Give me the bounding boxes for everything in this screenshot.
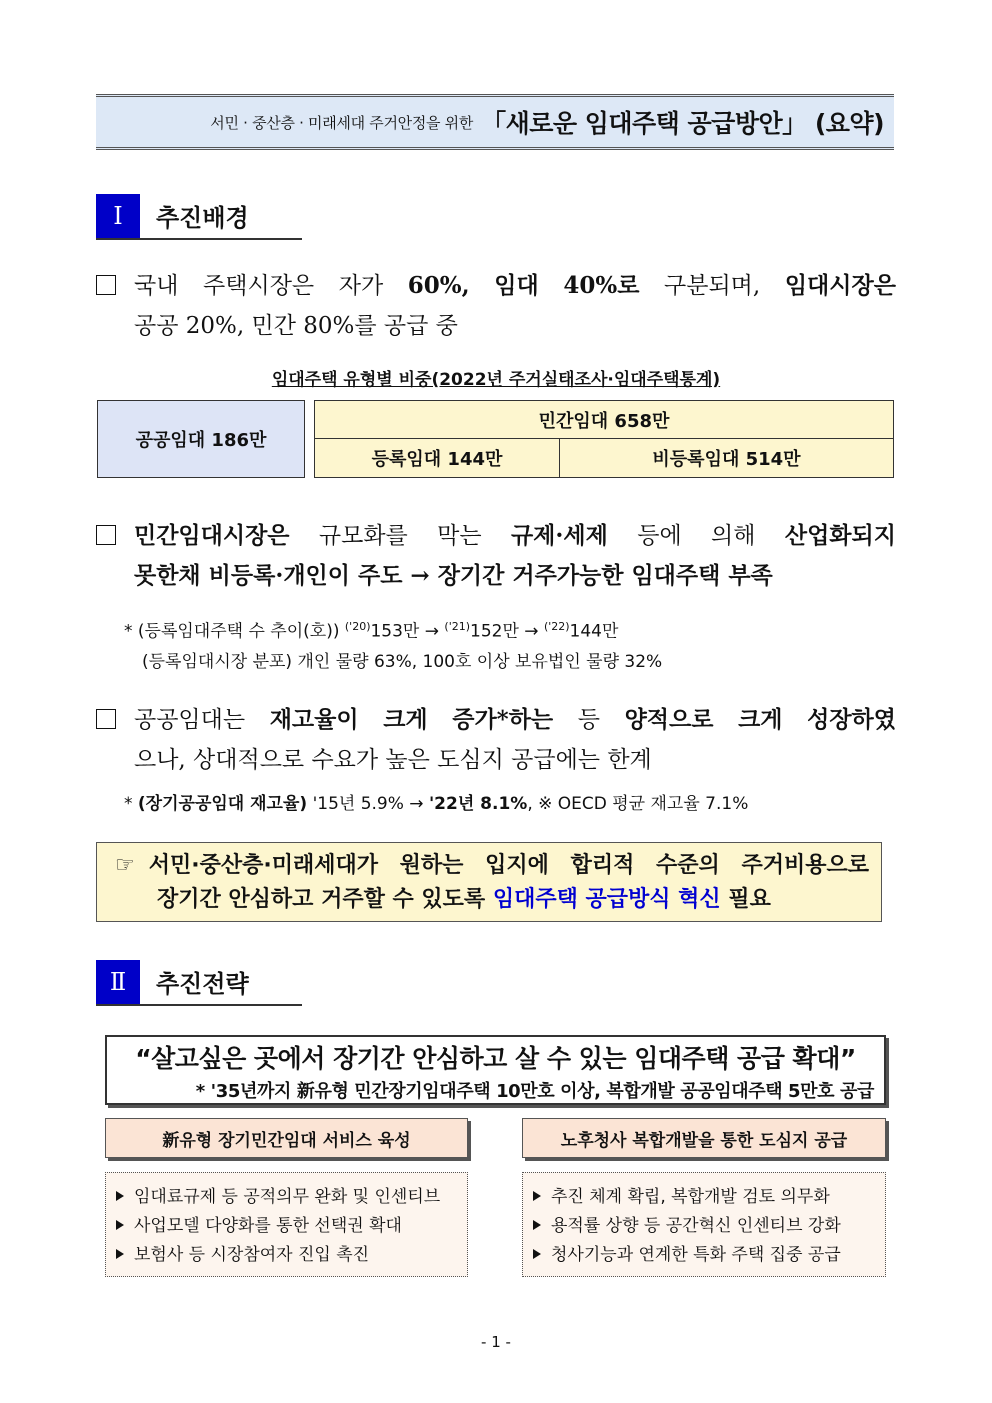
checkbox-bullet xyxy=(96,275,116,295)
triangle-bullet-icon xyxy=(533,1220,541,1230)
word: 산업화되지 xyxy=(784,522,896,549)
list-item: 임대료규제 등 공적의무 완화 및 인센티브 xyxy=(116,1183,467,1212)
cell-private-rental: 민간임대 658만 xyxy=(314,400,894,439)
checkbox-bullet xyxy=(96,525,116,545)
word: 성장하였 xyxy=(807,706,896,733)
title-banner xyxy=(96,94,894,150)
word: 60%, xyxy=(407,272,470,299)
list-item: 청사기능과 연계한 특화 주택 집중 공급 xyxy=(533,1241,885,1270)
triangle-bullet-icon xyxy=(116,1191,124,1201)
strategy-box xyxy=(105,1035,886,1105)
document-title: 「새로운 임대주택 공급방안」 (요약) xyxy=(481,109,884,138)
word: 증가*하는 xyxy=(452,706,554,733)
word: 국내 xyxy=(134,273,179,299)
section-number: Ⅱ xyxy=(96,960,140,1004)
word: 양적으로 xyxy=(624,706,714,733)
list-item: 추진 체계 확립, 복합개발 검토 의무화 xyxy=(533,1183,885,1212)
paragraph-line xyxy=(96,516,896,556)
word: 의해 xyxy=(711,523,756,549)
paragraph-line: 공공 20%, 민간 80%를 공급 중 xyxy=(134,313,458,339)
cell-unregistered-rental: 비등록임대 514만 xyxy=(559,438,894,478)
list-item: 보험사 등 시장참여자 진입 촉진 xyxy=(116,1241,467,1270)
word: 구분되며, xyxy=(664,273,761,299)
triangle-bullet-icon xyxy=(533,1249,541,1259)
paragraph-public-rental xyxy=(96,700,896,780)
cell-public-rental: 공공임대 186만 xyxy=(97,400,305,478)
word: 규모화를 xyxy=(318,523,408,549)
callout-line: ☞ 서민·중산층·미래세대가 원하는 입지에 합리적 수준의 주거비용으로 xyxy=(115,853,869,878)
triangle-bullet-icon xyxy=(533,1191,541,1201)
list-item: 사업모델 다양화를 통한 선택권 확대 xyxy=(116,1212,467,1241)
pointing-hand-icon: ☞ xyxy=(115,853,135,878)
checkbox-bullet xyxy=(96,709,116,729)
title-prefix: 서민 · 중산층 · 미래세대 주거안정을 위한 xyxy=(210,113,474,132)
note-registered-trend xyxy=(124,612,662,677)
triangle-bullet-icon xyxy=(116,1249,124,1259)
paragraph-line: 못한채 비등록·개인이 주도 → 장기간 거주가능한 임대주택 부족 xyxy=(134,562,773,589)
section-title: 추진전략 xyxy=(156,970,249,998)
callout-box xyxy=(96,842,882,922)
word: 막는 xyxy=(437,523,482,549)
paragraph-private-market xyxy=(96,516,896,596)
table-caption: 임대주택 유형별 비중(2022년 주거실태조사·임대주택통계) xyxy=(271,370,721,390)
page-number: - 1 - xyxy=(481,1333,511,1351)
section-header-1 xyxy=(96,194,302,240)
paragraph-market xyxy=(96,266,896,346)
left-strategy-title: 新유형 장기민간임대 서비스 육성 xyxy=(105,1118,468,1158)
paragraph-line: 으나, 상대적으로 수요가 높은 도심지 공급에는 한계 xyxy=(134,747,652,773)
callout-line: 장기간 안심하고 거주할 수 있도록 임대주택 공급방식 혁신 필요 xyxy=(157,887,771,912)
word: 등 xyxy=(577,707,600,733)
cell-registered-rental: 등록임대 144만 xyxy=(314,438,560,478)
strategy-slogan: “살고싶은 곳에서 장기간 안심하고 살 수 있는 임대주택 공급 확대” xyxy=(135,1044,856,1073)
note-stock-rate: * (장기공공임대 재고율) '15년 5.9% → '22년 8.1%, ※ OECD 평균 재고율 7.1% xyxy=(124,794,749,814)
word: 크게 xyxy=(738,706,783,733)
triangle-bullet-icon xyxy=(116,1220,124,1230)
word: 재고율이 xyxy=(269,706,359,733)
strategy-target: * '35년까지 新유형 민간장기임대주택 10만호 이상, 복합개발 공공임대주택 5만호 공급 xyxy=(195,1081,874,1102)
word: 공공임대는 xyxy=(134,707,246,733)
word: 규제·세제 xyxy=(510,522,608,549)
right-strategy-title: 노후청사 복합개발을 통한 도심지 공급 xyxy=(522,1118,886,1158)
note-line: (등록임대시장 분포) 개인 물량 63%, 100호 이상 보유법인 물량 32% xyxy=(142,651,663,672)
section-title: 추진배경 xyxy=(156,204,249,232)
paragraph-line xyxy=(96,700,896,740)
word: 민간임대시장은 xyxy=(134,522,290,549)
section-number: Ⅰ xyxy=(96,194,140,238)
paragraph-line xyxy=(96,266,896,306)
word: 임대 xyxy=(494,272,539,299)
word: 임대시장은 xyxy=(784,272,896,299)
word: 주택시장은 xyxy=(203,273,315,299)
section-header-2 xyxy=(96,960,302,1006)
note-line: * (등록임대주택 수 추이(호)) $^{('20)}$153만 → $^{('21)}$152만 → $^{('22)}$144만 xyxy=(124,620,619,642)
right-strategy-list xyxy=(522,1172,886,1277)
word: 크게 xyxy=(383,706,428,733)
word: 자가 xyxy=(338,273,384,299)
left-strategy-list xyxy=(105,1172,468,1277)
list-item: 용적률 상향 등 공간혁신 인센티브 강화 xyxy=(533,1212,885,1241)
word: 40%로 xyxy=(563,272,640,299)
word: 등에 xyxy=(637,523,682,549)
